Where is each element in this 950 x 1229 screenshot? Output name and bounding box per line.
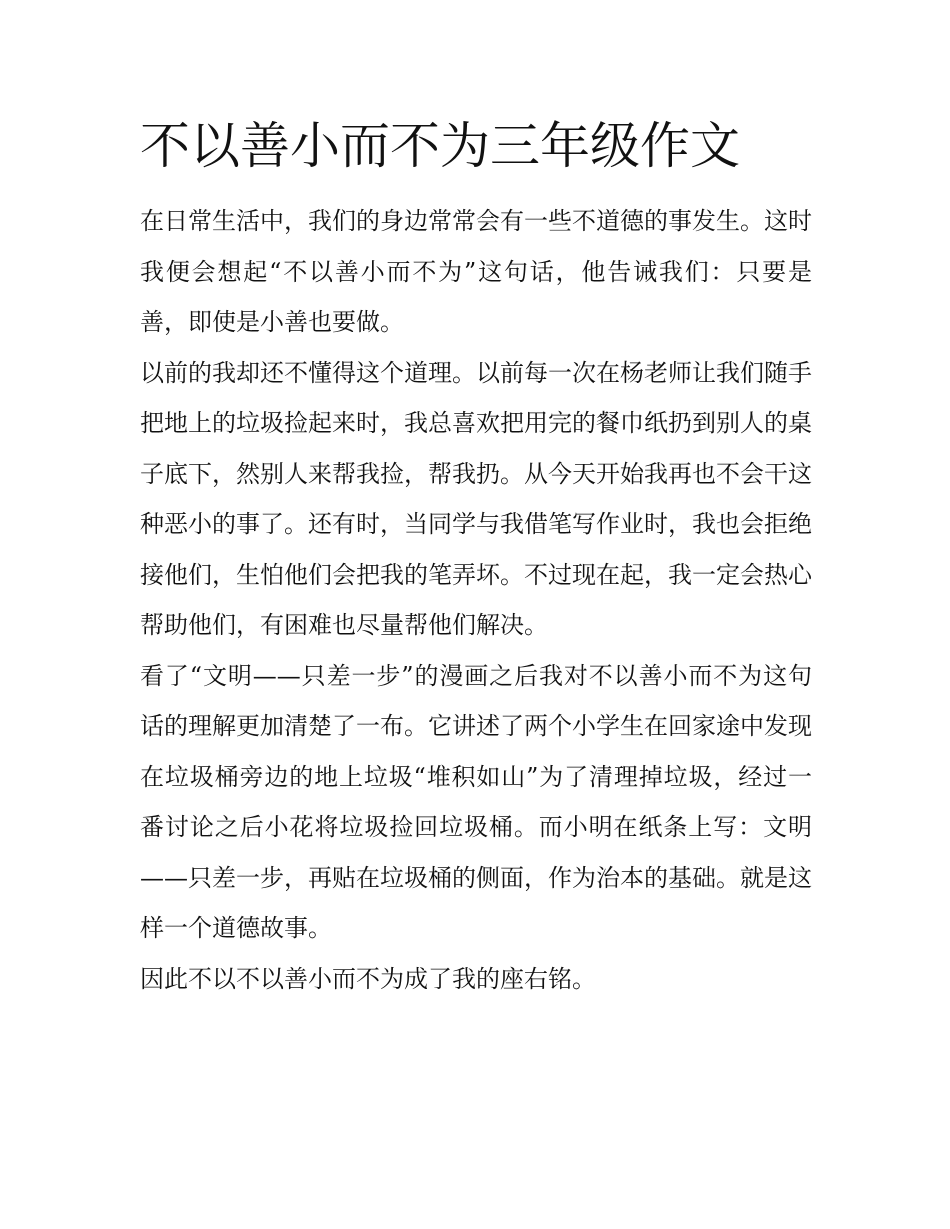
document-title: 不以善小而不为三年级作文 xyxy=(140,117,740,175)
document-body xyxy=(140,108,812,1004)
paragraph-1: 在日常生活中，我们的身边常常会有一些不道德的事发生。这时我便会想起“不以善小而不为”这句话，他告诫我们：只要是善，即使是小善也要做。 xyxy=(140,207,812,336)
paragraph-2: 以前的我却还不懂得这个道理。以前每一次在杨老师让我们随手把地上的垃圾捡起来时，我总喜欢把用完的餐巾纸扔到别人的桌子底下，然别人来帮我捡，帮我扔。从今天开始我再也不会干这种恶小的事了。还有时，当同学与我借笔写作业时，我也会拒绝接他们，生怕他们会把我的笔弄坏。不过现在起，我一定会热心帮助他们，有困难也尽量帮他们解决。 xyxy=(140,358,812,639)
paragraph-4: 因此不以不以善小而不为成了我的座右铭。 xyxy=(140,964,596,993)
paragraph-3: 看了“文明——只差一步”的漫画之后我对不以善小而不为这句话的理解更加清楚了一布。它讲述了两个小学生在回家途中发现在垃圾桶旁边的地上垃圾“堆积如山”为了清理掉垃圾，经过一番讨论之后小花将垃圾捡回垃圾桶。而小明在纸条上写：文明——只差一步，再贴在垃圾桶的侧面，作为治本的基础。就是这样一个道德故事。 xyxy=(140,661,812,942)
